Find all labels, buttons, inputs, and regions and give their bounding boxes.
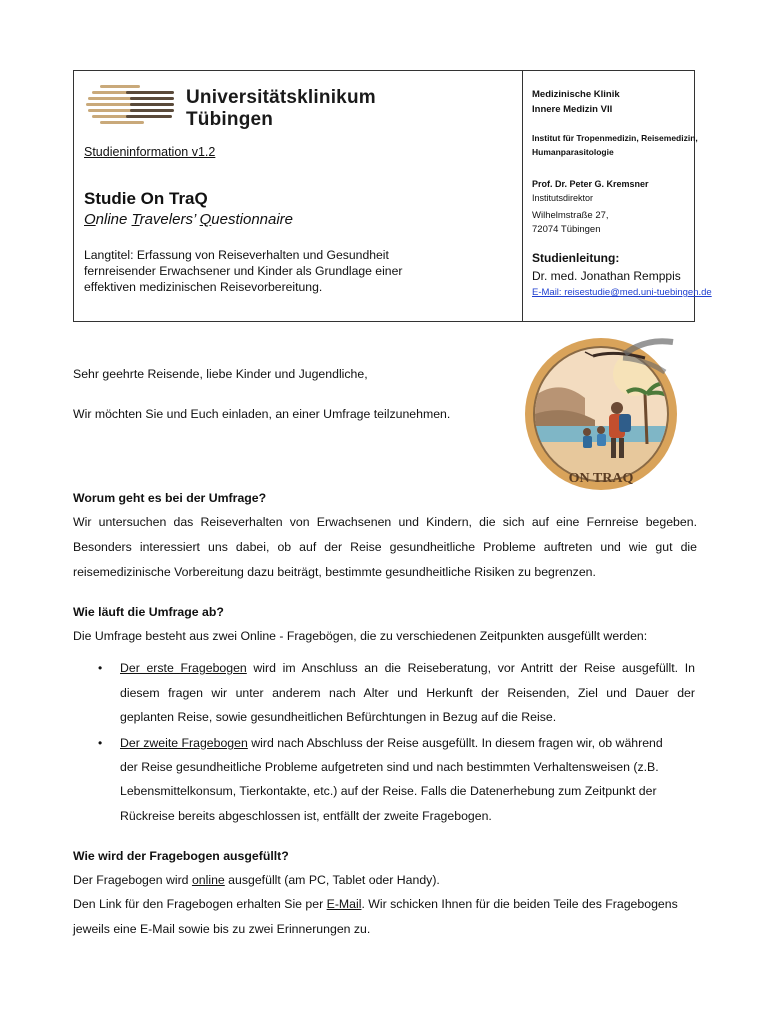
professor-name: Prof. Dr. Peter G. Kremsner xyxy=(532,179,649,189)
online-word: online xyxy=(191,873,225,887)
study-title: Studie On TraQ xyxy=(84,189,208,208)
header-divider xyxy=(522,71,523,321)
study-lead-name: Dr. med. Jonathan Remppis xyxy=(532,269,681,283)
bullet-2-line-2: der Reise gesundheitliche Probleme aufgetreten sind und nach bestimmten Verhaltensweisen (z.B. xyxy=(120,760,659,774)
paragraph-about-line-2: Besonders interessiert uns dabei, ob auf der Reise gesundheitliche Probleme auftreten und wie gut die xyxy=(73,540,697,554)
heading-procedure: Wie läuft die Umfrage ab? xyxy=(73,605,224,619)
header-box xyxy=(73,70,712,322)
bullet-icon: • xyxy=(98,661,103,675)
heading-about: Worum geht es bei der Umfrage? xyxy=(73,491,267,505)
study-lead-label: Studienleitung: xyxy=(532,251,620,265)
bullet-1-line-1: Der erste Fragebogen wird im Anschluss an die Reiseberatung, vor Antritt der Reise ausgefüllt. In xyxy=(120,661,695,675)
professor-role: Institutsdirektor xyxy=(532,193,594,203)
on-traq-badge xyxy=(515,334,687,492)
bullet-2-line-4: Rückreise bereits abgeschlossen ist, entfällt der zweite Fragebogen. xyxy=(120,809,492,823)
invitation: Wir möchten Sie und Euch einladen, an einer Umfrage teilzunehmen. xyxy=(73,407,451,421)
institute-name: Institut für Tropenmedizin, Reisemedizin, Humanparasitologie xyxy=(532,133,698,157)
paragraph-procedure: Die Umfrage besteht aus zwei Online - Fragebögen, die zu verschiedenen Zeitpunkten ausgefüllt werden: xyxy=(73,629,648,643)
second-questionnaire-link: Der zweite Fragebogen xyxy=(120,736,248,750)
study-lead-email-link[interactable]: E-Mail: reisestudie@med.uni-tuebingen.de xyxy=(532,287,712,298)
bullet-1-line-3: geplanten Reise, sowie gesundheitlichen Befürchtungen in Bezug auf die Reise. xyxy=(120,710,557,724)
study-subtitle: Online Travelers’ Questionnaire xyxy=(84,211,294,228)
bullet-icon: • xyxy=(98,736,103,750)
paragraph-email-line-2: jeweils eine E-Mail sowie bis zu zwei Erinnerungen zu. xyxy=(73,922,371,936)
badge-text: ON TRAQ xyxy=(568,471,634,486)
paragraph-about-line-3: reisemedizinische Vorbereitung dazu beiträgt, bestimmte gesundheitliche Risiken zu begrenzen. xyxy=(73,565,596,579)
email-word: E-Mail xyxy=(326,897,362,911)
long-title: Langtitel: Erfassung von Reiseverhalten und Gesundheit fernreisender Erwachsener und Kinder als Grundlage einer effektiven medizinischen Reisevorbereitung. xyxy=(84,248,403,294)
greeting: Sehr geehrte Reisende, liebe Kinder und Jugendliche, xyxy=(73,367,368,381)
study-info-version: Studieninformation v1.2 xyxy=(84,145,216,159)
university-logo xyxy=(86,81,176,129)
bullet-1-line-2: diesem fragen wir unter anderem nach Alter und Herkunft der Reisenden, Ziel und Dauer der xyxy=(120,686,695,700)
university-name: Universitätsklinikum Tübingen xyxy=(186,87,376,130)
heading-fill-out: Wie wird der Fragebogen ausgefüllt? xyxy=(73,849,289,863)
paragraph-fill-out: Der Fragebogen wird online ausgefüllt (am PC, Tablet oder Handy). xyxy=(73,873,440,887)
first-questionnaire-link: Der erste Fragebogen xyxy=(120,661,247,675)
bullet-2-line-1: Der zweite Fragebogen wird nach Abschluss der Reise ausgefüllt. In diesem fragen wir, ob während xyxy=(120,736,663,750)
address: Wilhelmstraße 27, 72074 Tübingen xyxy=(532,210,609,235)
clinic-name: Medizinische Klinik Innere Medizin VII xyxy=(532,89,620,115)
paragraph-about-line-1: Wir untersuchen das Reiseverhalten von Erwachsenen und Kindern, die sich auf eine Fernreise begeben. xyxy=(73,515,697,529)
paragraph-email-line-1: Den Link für den Fragebogen erhalten Sie per E-Mail. Wir schicken Ihnen für die beiden Teile des Fragebogens xyxy=(73,897,678,911)
bullet-2-line-3: Lebensmittelkonsum, Tierkontakte, etc.) auf der Reise. Falls die Datenerhebung zum Zeitpunkt der xyxy=(120,784,657,798)
